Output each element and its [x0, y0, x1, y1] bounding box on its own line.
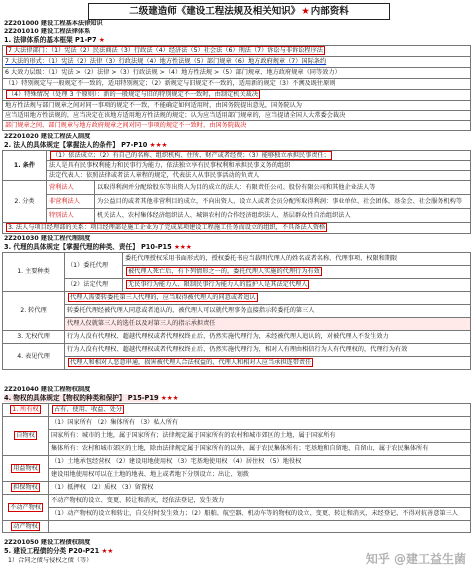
s1-heading-text: 1. 法律体系的基本框架 P1-P7 [4, 36, 97, 44]
law-row-forms: 7 大法的形式：（1）宪法（2）法律（3）行政法规（4）地方性法规（5）部门规章（6）地方政府规章（7）国际条约 [3, 57, 471, 68]
s1-code1: 2Z201000 建设工程基本法律知识 [4, 20, 103, 27]
prop-r1-label: 1. 所有权 [3, 404, 49, 417]
agency-table [2, 252, 471, 370]
corp-type3: 机关法人、农村集体经济组织法人、城镇农村的合作经济组织法人、基层群众性自治组织法人 [95, 209, 471, 223]
agency-k4: 行为人没有代理权、超越代理权或者代理权终止后，仍然实施代理行为，未经被代理人追认的，对被代理人不发生效力 [65, 331, 471, 344]
agency-k6: 代理人和相对人恶意串通，损害被代理人合法权益的，代理人和相对人应当承担连带责任 [65, 357, 471, 370]
corp-type1-label: 营利法人 [47, 181, 95, 195]
document-title [88, 3, 390, 20]
s5-heading-text: 5. 建设工程债的分类 P20-P21 [4, 547, 100, 555]
s2-star-icon: ★★★ [149, 141, 168, 149]
s5-star-icon: ★★ [101, 547, 114, 555]
prop-r3: 国家所有：城市的土地，属于国家所有；法律规定属于国家所有的农村和城市郊区的土地，属于国家所有 [49, 430, 471, 443]
title-star-icon: ★ [301, 5, 310, 17]
s1-code2: 2Z201010 建设工程法律体系 [4, 28, 91, 35]
corp-cond-1: （1）依法成立；（2）有自己的名称、组织机构、住所、财产或者经费；（3）能够独立承担民事责任； [47, 151, 471, 161]
agency-k2: 无民事行为能力人、限制民事行为能力人的监护人是其法定代理人 [123, 279, 471, 292]
s2-heading-text: 2. 法人的具体规定【掌握法人的条件】 P7-P10 [4, 141, 148, 149]
corp-type2-label: 非营利法人 [47, 195, 95, 209]
prop-r6: 建设用地使用权可以在土地的地表、地上或者地下分别设立；出让、划拨 [49, 469, 471, 482]
corp-cond-3: 法定代表人：依照法律或者法人章程的规定，代表法人从事民事活动的负责人 [47, 171, 471, 181]
s4-heading [4, 394, 474, 402]
prop-r1: 占有、使用、收益、处分 [49, 404, 471, 417]
s3-code: 2Z201030 建设工程代理制度 [4, 235, 91, 242]
prop-r2-label: 自物权 [3, 417, 49, 456]
agency-k3c: 代理人仅就第三人的选任以及对第三人的指示承担责任 [65, 318, 471, 331]
agency-kind-label: 1. 主要种类 [3, 253, 65, 292]
s3-heading-text: 3. 代理的具体规定【掌握代理的种类、责任】 P10-P15 [4, 243, 172, 251]
corp-cond-2: 法人是具有民事权利能力和民事行为能力，依法独立享有民事权利和承担民事义务的组织 [47, 161, 471, 171]
s4-code: 2Z201040 建设工程物权制度 [4, 386, 91, 393]
law-row-rule5: 部门规章之间、部门规章与地方政府规章之间对同一事项的规定不一致时，由国务院裁决 [3, 121, 471, 131]
law-row-departments: 7 大法律部门：（1）宪法（2）民法商法（3）行政法（4）经济法（5）社会法（6）刑法（7）诉讼与非诉讼程序法 [3, 46, 471, 57]
s4-heading-text: 4. 物权的具体规定【物权的种类和保护】 P15-P19 [4, 394, 159, 402]
agency-k3-label: 2. 转代理 [3, 292, 65, 331]
prop-r5: （1）土地承包经营权 （2）建设用地使用权 （3）宅基地使用权 （4）居住权 （5）地役权 [49, 456, 471, 469]
law-row-levels: 6 大效力层级：（1）宪法 >（2）法律 >（3）行政法规 >（4）地方性法规 >（5）部门规章、地方政府规章（同等效力） [3, 68, 471, 79]
agency-k1b: 被代理人死亡后，有下列情形之一的，委托代理人实施的代理行为有效 [123, 266, 471, 279]
corp-type-label: 2. 分类 [3, 181, 47, 223]
corp-type1: 以取得利润并分配给股东等出资人为目的成立的法人：有限责任公司、股份有限公司和其他企业法人等 [95, 181, 471, 195]
corp-type2: 为公益目的或者其他非营利目的成立，不向出资人、设立人或者会员分配所取得利润：事业单位、社会团体、基金会、社会服务机构等 [95, 195, 471, 209]
prop-r7-label: 担保物权 [3, 482, 49, 495]
prop-r5-label: 用益物权 [3, 456, 49, 482]
agency-k3b: 转委托代理经被代理人同意或者追认的，被代理人可以就代理事务直接指示转委托的第三人 [65, 305, 471, 318]
agency-k4-label: 3. 无权代理 [3, 331, 65, 344]
agency-k1-label: （1）委托代理 [65, 253, 123, 279]
s5-code: 2Z201050 建设工程债权制度 [4, 539, 91, 546]
prop-r7: （1）抵押权 （2）质权 （3）留置权 [49, 482, 471, 495]
watermark: 知乎 @建工益生菌 [365, 552, 466, 566]
prop-r9: （1）动产物权的设立和转让，自交付时发生效力；（2）船舶、航空器、机动车等的物权的设立、变更、转让和消灭，未经登记，不得对抗善意第三人 [49, 508, 471, 521]
s1-star-icon: ★ [98, 36, 105, 44]
agency-k3: 代理人需要转委托第三人代理的，应当取得被代理人的同意或者追认 [65, 292, 471, 305]
title-prefix: 二级建造师《建设工程法规及相关知识》 [129, 5, 301, 17]
law-row-rule3: 地方性法规与部门规章之间对同一事项的规定不一致，不能确定如何适用时，由国务院提出意见，国务院认为 [3, 101, 471, 111]
corp-type3-label: 特别法人 [47, 209, 95, 223]
law-row-rule4: 应当适用地方性法规的，应当决定在该地方适用地方性法规的规定；认为应当适用部门规章的，应当提请全国人大常委会裁决 [3, 111, 471, 121]
prop-r2: （1）国家所有 （2）集体所有 （3）私人所有 [49, 417, 471, 430]
corp-note: 3. 法人与项目经理部的关系：项目经理部是施工企业为了完成某项建设工程施工任务而设立的组织，不具备法人资格 [3, 223, 471, 234]
s3-heading [4, 243, 474, 251]
prop-r10-label: 动产物权 [3, 521, 49, 533]
s2-heading [4, 141, 474, 149]
s2-code: 2Z201020 建设工程法人制度 [4, 133, 91, 140]
prop-r10-empty [49, 521, 471, 533]
agency-k2-label: （2）法定代理 [65, 279, 123, 292]
law-system-table [2, 45, 471, 131]
law-row-rule2: （4）特殊情况（处理 3 个原则）：新的一般规定与旧的特别规定不一致时，由制定机关裁决 [3, 90, 471, 101]
corp-cond-label: 1. 条件 [3, 151, 47, 181]
s4-star-icon: ★★★ [160, 394, 179, 402]
s3-star-icon: ★★★ [174, 243, 192, 251]
agency-k5-label: 4. 表见代理 [3, 344, 65, 370]
agency-k1: 委托代理授权采用书面形式的，授权委托书应当载明代理人的姓名或者名称、代理事项、权限和期限 [123, 253, 471, 266]
s1-heading [4, 36, 474, 44]
prop-r8: 不动产物权的设立、变更、转让和消灭，经依法登记，发生效力 [49, 495, 471, 508]
title-suffix: 内部资料 [310, 5, 349, 17]
prop-r4: 集体所有：农村和城市郊区的土地，除由法律规定属于国家所有的以外，属于农民集体所有；宅基地和自留地、自留山，属于农民集体所有 [49, 443, 471, 456]
agency-k5: 行为人没有代理权、超越代理权或者代理权终止后，仍然实施代理行为，相对人有理由相信行为人有代理权的，代理行为有效 [65, 344, 471, 357]
prop-r9-label: 不动产物权 [3, 495, 49, 521]
s5-row1: 1）合同之债与侵权之债（等） [8, 557, 93, 564]
law-row-rule1: （1）特别规定与一般规定不一致的，适用特别规定；（2）新规定与旧规定不一致的，适用新的规定（3）不溯及既往原则 [3, 79, 471, 90]
corp-table [2, 150, 471, 234]
property-table [2, 403, 471, 533]
